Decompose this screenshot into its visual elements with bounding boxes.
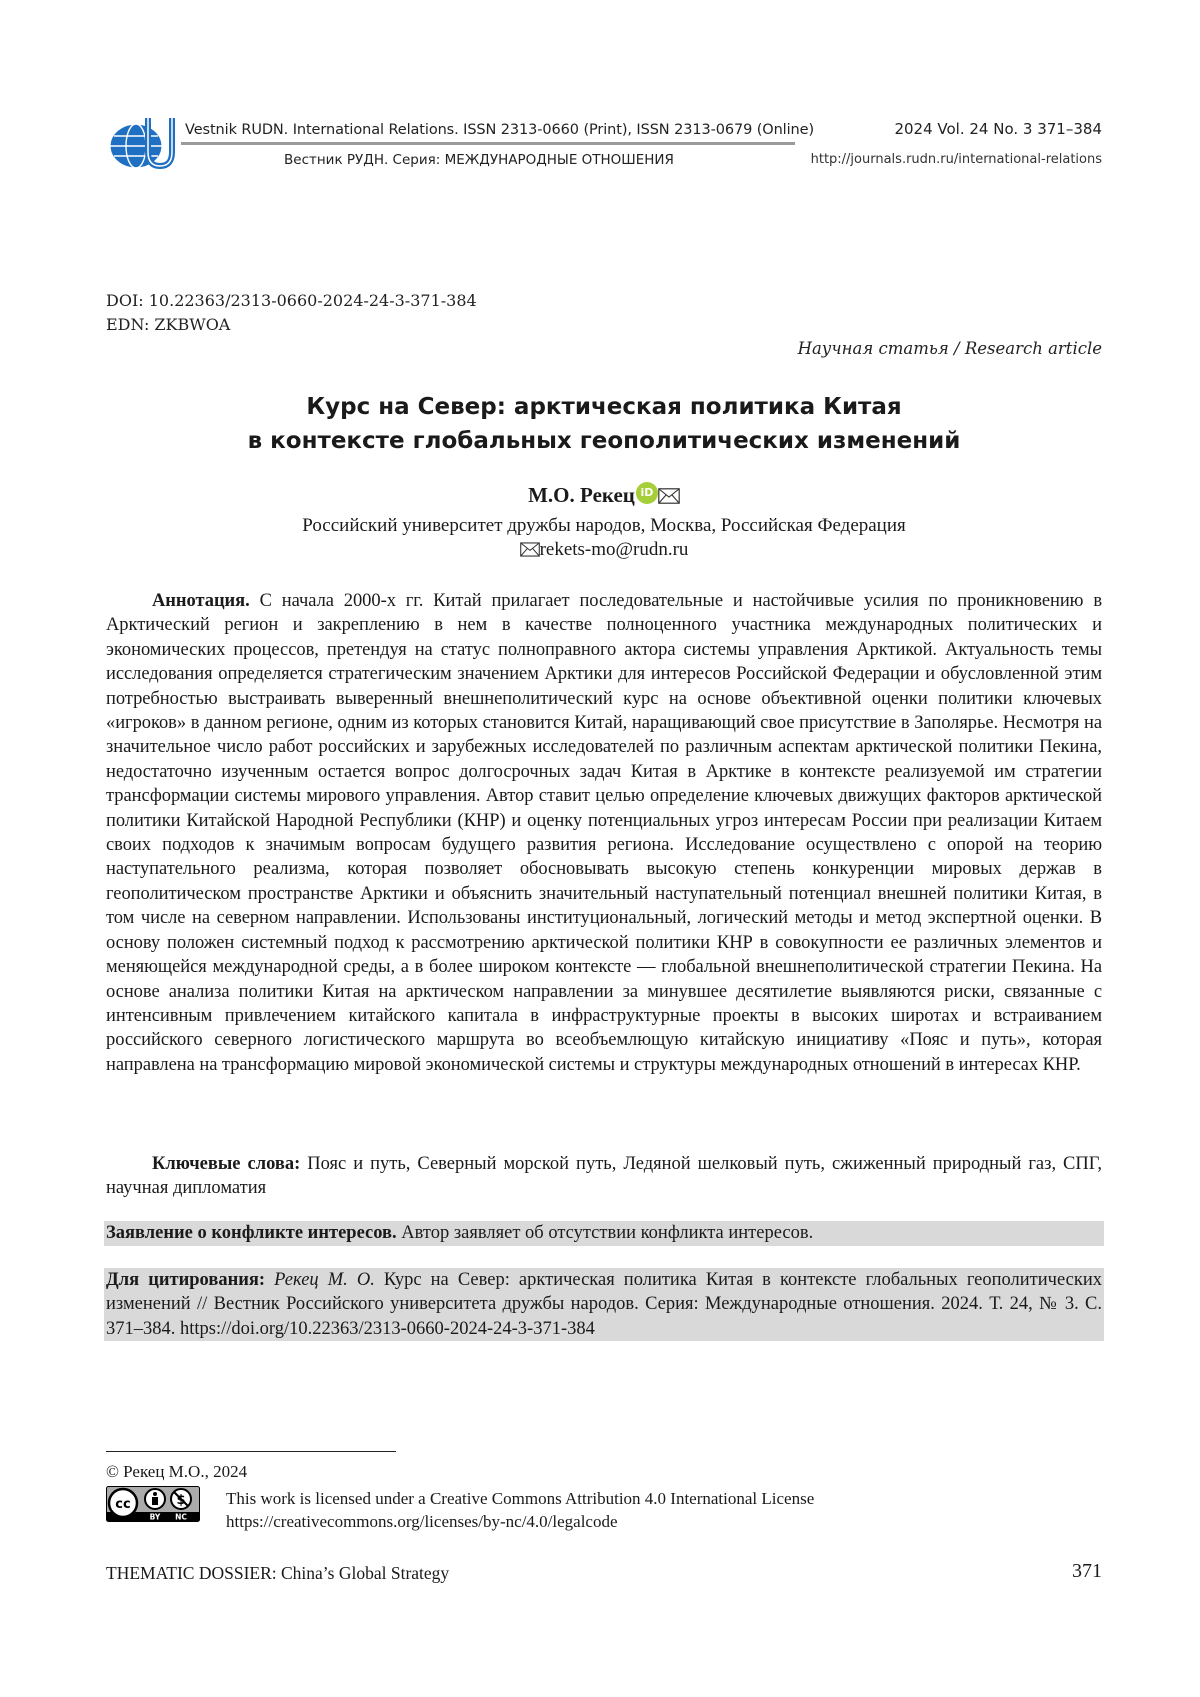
doi: DOI: 10.22363/2313-0660-2024-24-3-371-384	[106, 291, 477, 310]
conflict-statement	[104, 1221, 1104, 1246]
author-email[interactable]: rekets-mo@rudn.ru	[540, 539, 689, 560]
abstract-text: С начала 2000-х гг. Китай прилагает последовательные и настойчивые усилия по проникновению в Арктический регион и закреплению в нем в качестве полноценного участника международных политических и экономических процессов, претендуя на статус полноправного актора системы управления Арктикой. Актуальность темы исследования определяется стратегическим значением Арктики для интересов Российской Федерации и обусловленной этим потребностью выстраивать выверенный внешнеполитический курс на основе объективной оценки политики ключевых «игроков» в данном регионе, одним из которых становится Китай, наращивающий свое присутствие в Заполярье. Несмотря на значительное число работ российских и зарубежных исследователей по различным аспектам арктической политики Пекина, недостаточно изученным остается вопрос долгосрочных задач Китая в Арктике в контексте реализуемой им стратегии трансформации системы мирового управления. Автор ставит целью определение ключевых движущих факторов арктической политики Китайской Народной Республики (КНР) и оценку потенциальных угроз интересам России при реализации Китаем своих подходов к значимым вопросам будущего развития региона. Исследование осуществлено с опорой на теорию наступательного реализма, которая позволяет обосновывать высокую степень конкуренции мировых держав в геополитическом пространстве Арктики и объяснить значительный наступательный потенциал внешней политики Китая, в том числе на северном направлении. Использованы институциональный, логический методы и метод экспертной оценки. В основу положен системный подход к рассмотрению арктической политики КНР в совокупности ее различных элементов и меняющейся международной среды, а в более широком контексте — глобальной внешнеполитической стратегии Пекина. На основе анализа политики Китая на арктическом направлении за минувшее десятилетие выявляются риски, связанные с интенсивным привлечением китайского капитала в инфраструктурные проекты в высоких широтах и встраиванием российского северного логистического маршрута во всеобъемлющую китайскую инициативу «Пояс и путь», которая направлена на трансформацию мировой экономической системы и структуры международных отношений в интересах КНР.	[106, 591, 1102, 1075]
cc-badge-nc: NC	[175, 1513, 187, 1522]
email-line	[106, 539, 1102, 561]
journal-title-ru: Вестник РУДН. Серия: МЕЖДУНАРОДНЫЕ ОТНОШЕНИЯ	[284, 152, 674, 168]
page-number: 371	[1072, 1560, 1102, 1583]
cc-badge-by: BY	[150, 1513, 161, 1522]
article-type: Научная статья / Research article	[798, 339, 1102, 358]
footnote-rule	[106, 1451, 396, 1452]
header-rule	[181, 142, 795, 145]
orcid-icon[interactable]: iD	[636, 482, 658, 504]
license-url[interactable]: https://creativecommons.org/licenses/by-nc/4.0/legalcode	[226, 1510, 814, 1533]
title-line-2: в контексте глобальных геополитических изменений	[106, 424, 1102, 458]
citation-box	[104, 1268, 1104, 1341]
conflict-label: Заявление о конфликте интересов.	[106, 1223, 397, 1243]
author-name: М.О. Рекец	[528, 483, 635, 507]
license-line-1: This work is licensed under a Creative Commons Attribution 4.0 International License	[226, 1487, 814, 1510]
journal-url[interactable]: http://journals.rudn.ru/international-relations	[811, 152, 1102, 167]
keywords-text: Пояс и путь, Северный морской путь, Ледяной шелковый путь, сжиженный природный газ, СПГ, научная дипломатия	[106, 1154, 1102, 1198]
article-title	[106, 390, 1102, 458]
envelope-icon	[520, 542, 540, 557]
citation-text: Курс на Север: арктическая политика Китая в контексте глобальных геополитических изменений // Вестник Российского университета дружбы народов. Серия: Международные отношения. 2024. Т. 24, № 3. С. 371–384. https://doi.org/10.22363/2313-0660-2024-24-3-371-384	[106, 1270, 1102, 1339]
abstract-label: Аннотация.	[152, 591, 250, 611]
abstract	[106, 589, 1102, 1077]
cc-badge-cc: cc	[115, 1497, 130, 1512]
conflict-text: Автор заявляет об отсутствии конфликта интересов.	[401, 1223, 813, 1243]
citation-author: Рекец М. О.	[274, 1270, 375, 1290]
thematic-dossier: THEMATIC DOSSIER: China’s Global Strategy	[106, 1563, 449, 1584]
copyright: © Рекец М.О., 2024	[106, 1462, 247, 1482]
cc-by-nc-badge-icon[interactable]	[106, 1486, 200, 1522]
svg-text:$: $	[176, 1493, 185, 1508]
citation-label: Для цитирования:	[106, 1270, 265, 1290]
rudn-logo-icon	[106, 112, 178, 174]
title-line-1: Курс на Север: арктическая политика Китая	[106, 390, 1102, 424]
volume-info: 2024 Vol. 24 No. 3 371–384	[894, 120, 1102, 138]
keywords-label: Ключевые слова:	[152, 1154, 300, 1174]
journal-title-en: Vestnik RUDN. International Relations. ISSN 2313-0660 (Print), ISSN 2313-0679 (Online)	[185, 122, 814, 138]
edn: EDN: ZKBWOA	[106, 315, 230, 334]
keywords	[106, 1152, 1102, 1201]
affiliation: Российский университет дружбы народов, Москва, Российская Федерация	[106, 515, 1102, 537]
license-text	[226, 1487, 814, 1533]
envelope-icon[interactable]	[658, 488, 680, 504]
author-line	[106, 482, 1102, 508]
